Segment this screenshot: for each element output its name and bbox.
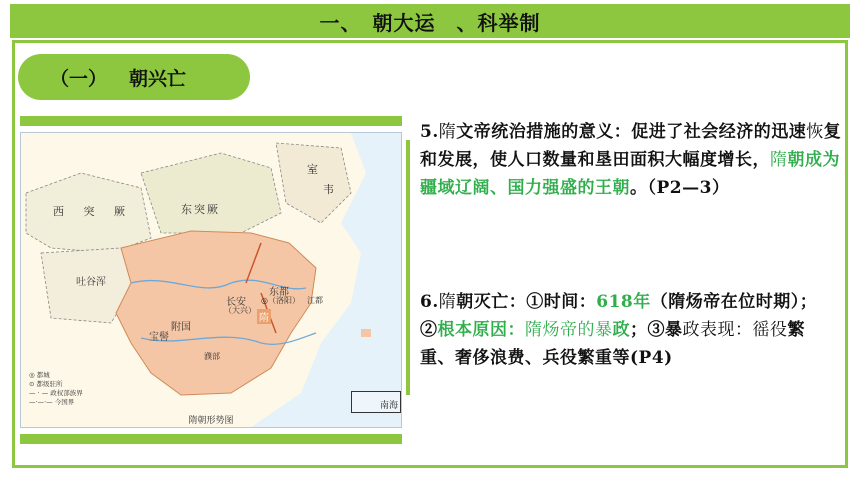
p5-lead: 隋 (438, 122, 457, 142)
p5-highlight-2: 朝成为疆域辽阔、国力强盛的王朝 (420, 150, 840, 198)
section-number: （一） (50, 67, 108, 90)
legend-garrison: ⊙ 都级驻所 (29, 380, 63, 388)
legend-modern-border: —·—·— 今国界 (29, 398, 75, 406)
map-label-baoji: 宝髻 (149, 332, 169, 343)
map-city-changan-sub: （大兴） (224, 306, 256, 315)
map-label-dongtujue: 东突厥 (181, 203, 220, 216)
p6-highlight-3: 政 (612, 320, 630, 340)
map-bottom-bar (20, 434, 402, 444)
p5-mid: 恢 (806, 122, 824, 142)
map-label-xitujue: 西 突 厥 (53, 205, 133, 218)
p6-text-3: ；③暴 (630, 320, 683, 340)
south-sea-inset (351, 391, 401, 413)
divider-line (406, 140, 410, 395)
p6-text-4: 政表现：徭役 (682, 320, 788, 340)
map-label-sui: 隋 (257, 309, 271, 324)
p5-highlight-1: 隋 (770, 150, 788, 170)
p6-highlight-2: 隋炀帝的暴 (525, 320, 613, 340)
paragraph-6 (420, 288, 825, 372)
title-bar (10, 4, 850, 38)
p6-text-6: 繁重等(P4) (577, 348, 673, 368)
south-sea-label: 南海 (379, 401, 398, 411)
page-title: 一、 朝大运 、科举制 (319, 10, 541, 35)
p6-highlight-1: 根本原因： (437, 320, 525, 340)
p6-number: 6. (420, 292, 439, 312)
p6-lead: 隋 (438, 292, 457, 312)
map-label-shiwei-1: 室 (307, 163, 318, 176)
section-title: 朝兴亡 (129, 67, 187, 90)
paragraph-5 (420, 118, 850, 202)
legend-capital: ◎ 都城 (29, 371, 50, 379)
map-label-tuyuhun: 吐谷浑 (76, 277, 106, 288)
p5-number: 5. (420, 122, 439, 142)
map-top-bar (20, 116, 402, 126)
map-label-pu: 濮部 (204, 352, 220, 361)
sui-dynasty-map (20, 132, 402, 428)
p6-text-5: 繁重、奢侈浪费、兵役 (420, 320, 805, 368)
map-city-jiangdu: 江都 (307, 296, 323, 305)
map-label-shiwei-2: 韦 (323, 183, 334, 196)
legend-tribe-border: — · — 政权部族界 (29, 389, 83, 397)
section-heading (18, 54, 250, 100)
p6-text-2: （隋炀帝在位时期）；② (420, 292, 818, 340)
map-city-changan: 长安 (226, 297, 246, 308)
p6-text-1: 朝灭亡：①时间： (456, 292, 597, 312)
p6-year: 618年 (596, 292, 651, 312)
p5-text-2: 复和发展，使人口数量和垦田面积大幅度增长， (420, 122, 842, 170)
p5-text-1: 文帝统治措施的意义：促进了社会经济的迅速 (456, 122, 807, 142)
map-label-fuguo: 附国 (171, 322, 191, 333)
p5-reference: 。（P2—3） (630, 178, 730, 198)
map-city-dongdu: 东都 (269, 287, 289, 298)
map-caption: 隋朝形势图 (188, 416, 234, 426)
map-city-luoyang: ◎（洛阳） (261, 296, 300, 305)
map-legend (29, 371, 83, 407)
